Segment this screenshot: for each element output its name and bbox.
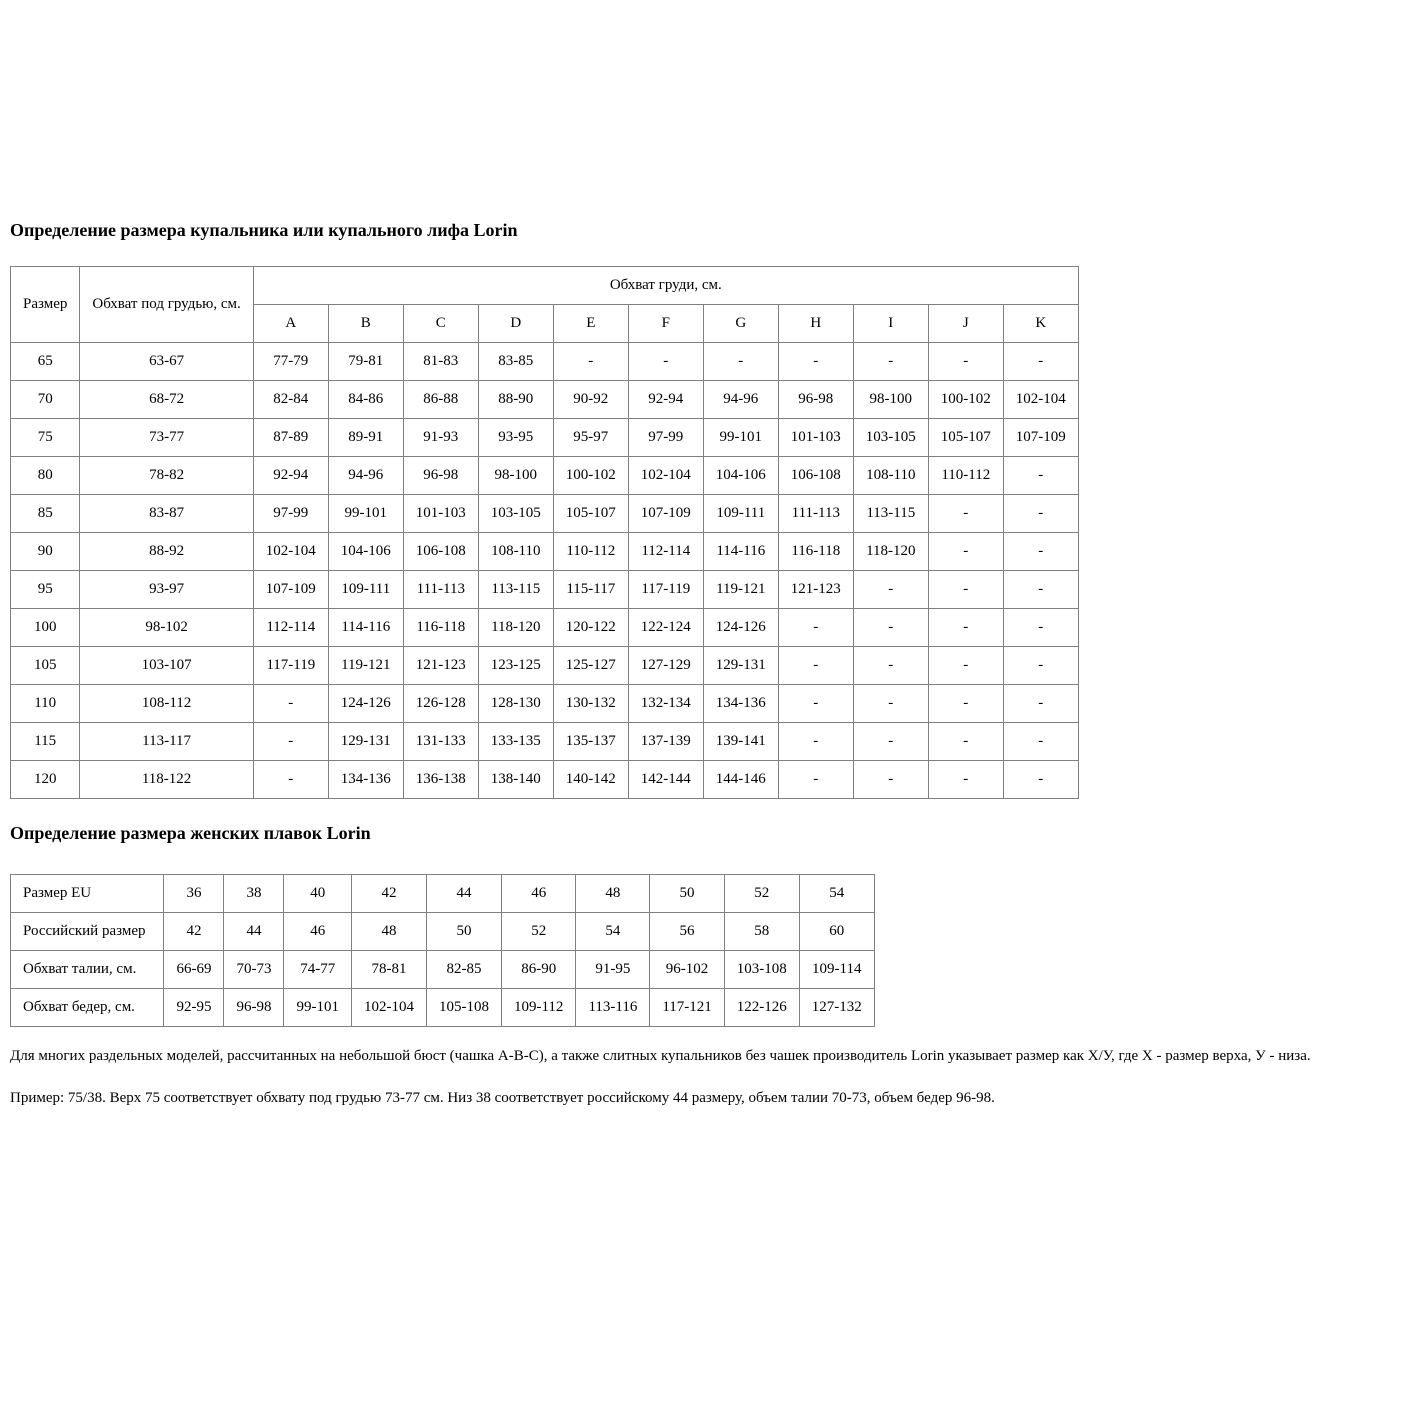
value-cell: 99-101 bbox=[284, 989, 352, 1027]
cup-column-header: I bbox=[853, 304, 928, 342]
bust-range-cell: 121-123 bbox=[778, 570, 853, 608]
bust-range-cell: 144-146 bbox=[703, 760, 778, 798]
bust-range-cell: 114-116 bbox=[328, 608, 403, 646]
value-cell: 42 bbox=[164, 913, 224, 951]
value-cell: 46 bbox=[284, 913, 352, 951]
value-cell: 86-90 bbox=[501, 951, 575, 989]
bust-range-cell: 117-119 bbox=[253, 646, 328, 684]
cup-column-header: C bbox=[403, 304, 478, 342]
table-row bbox=[11, 684, 1079, 722]
bust-range-cell: 84-86 bbox=[328, 380, 403, 418]
bust-range-cell: - bbox=[1003, 684, 1078, 722]
bust-range-cell: 104-106 bbox=[328, 532, 403, 570]
bust-range-cell: 120-122 bbox=[553, 608, 628, 646]
value-cell: 96-102 bbox=[650, 951, 724, 989]
value-cell: 52 bbox=[501, 913, 575, 951]
bust-range-cell: 126-128 bbox=[403, 684, 478, 722]
bust-range-cell: 109-111 bbox=[328, 570, 403, 608]
bust-range-cell: - bbox=[703, 342, 778, 380]
table-row bbox=[11, 380, 1079, 418]
underbust-cell: 118-122 bbox=[80, 760, 253, 798]
bust-range-cell: 133-135 bbox=[478, 722, 553, 760]
bust-range-cell: 116-118 bbox=[778, 532, 853, 570]
bust-group-header: Обхват груди, см. bbox=[253, 266, 1078, 304]
bust-range-cell: 94-96 bbox=[328, 456, 403, 494]
bust-range-cell: 107-109 bbox=[628, 494, 703, 532]
cup-column-header: G bbox=[703, 304, 778, 342]
bust-range-cell: - bbox=[853, 684, 928, 722]
bust-range-cell: 103-105 bbox=[853, 418, 928, 456]
value-cell: 92-95 bbox=[164, 989, 224, 1027]
bust-range-cell: 83-85 bbox=[478, 342, 553, 380]
underbust-cell: 93-97 bbox=[80, 570, 253, 608]
bust-range-cell: 118-120 bbox=[478, 608, 553, 646]
value-cell: 82-85 bbox=[426, 951, 501, 989]
bust-range-cell: 136-138 bbox=[403, 760, 478, 798]
bust-range-cell: 138-140 bbox=[478, 760, 553, 798]
bust-range-cell: - bbox=[1003, 646, 1078, 684]
bust-range-cell: 92-94 bbox=[628, 380, 703, 418]
value-cell: 56 bbox=[650, 913, 724, 951]
swim-top-size-title: Определение размера купальника или купального лифа Lorin bbox=[10, 220, 518, 240]
bust-range-cell: - bbox=[778, 342, 853, 380]
bust-range-cell: 112-114 bbox=[253, 608, 328, 646]
table-row bbox=[11, 951, 875, 989]
bust-range-cell: 96-98 bbox=[778, 380, 853, 418]
value-cell: 113-116 bbox=[576, 989, 650, 1027]
bust-range-cell: 131-133 bbox=[403, 722, 478, 760]
bust-range-cell: 122-124 bbox=[628, 608, 703, 646]
size-cell: 70 bbox=[11, 380, 80, 418]
size-cell: 65 bbox=[11, 342, 80, 380]
value-cell: 36 bbox=[164, 875, 224, 913]
size-cell: 110 bbox=[11, 684, 80, 722]
row-label-cell: Обхват бедер, см. bbox=[11, 989, 164, 1027]
value-cell: 54 bbox=[799, 875, 874, 913]
bust-range-cell: 102-104 bbox=[253, 532, 328, 570]
bust-range-cell: 93-95 bbox=[478, 418, 553, 456]
bust-range-cell: 91-93 bbox=[403, 418, 478, 456]
bust-range-cell: 135-137 bbox=[553, 722, 628, 760]
bust-range-cell: - bbox=[628, 342, 703, 380]
cup-column-header: E bbox=[553, 304, 628, 342]
bust-range-cell: - bbox=[1003, 456, 1078, 494]
bust-range-cell: 104-106 bbox=[703, 456, 778, 494]
swim-top-table-body bbox=[11, 342, 1079, 798]
bust-range-cell: 101-103 bbox=[778, 418, 853, 456]
bust-range-cell: - bbox=[1003, 722, 1078, 760]
bust-range-cell: - bbox=[1003, 494, 1078, 532]
bust-range-cell: 116-118 bbox=[403, 608, 478, 646]
bust-range-cell: 137-139 bbox=[628, 722, 703, 760]
size-cell: 80 bbox=[11, 456, 80, 494]
bust-range-cell: 142-144 bbox=[628, 760, 703, 798]
cup-column-header: B bbox=[328, 304, 403, 342]
underbust-cell: 78-82 bbox=[80, 456, 253, 494]
value-cell: 52 bbox=[724, 875, 799, 913]
bust-range-cell: 105-107 bbox=[928, 418, 1003, 456]
bust-range-cell: 101-103 bbox=[403, 494, 478, 532]
underbust-cell: 108-112 bbox=[80, 684, 253, 722]
value-cell: 50 bbox=[650, 875, 724, 913]
bust-range-cell: 79-81 bbox=[328, 342, 403, 380]
bust-range-cell: 121-123 bbox=[403, 646, 478, 684]
bust-range-cell: - bbox=[1003, 760, 1078, 798]
bust-range-cell: 98-100 bbox=[853, 380, 928, 418]
row-label-cell: Обхват талии, см. bbox=[11, 951, 164, 989]
bust-range-cell: 102-104 bbox=[628, 456, 703, 494]
value-cell: 122-126 bbox=[724, 989, 799, 1027]
table-row bbox=[11, 608, 1079, 646]
table-row bbox=[11, 456, 1079, 494]
table-row bbox=[11, 989, 875, 1027]
bust-range-cell: - bbox=[778, 760, 853, 798]
cup-column-header: H bbox=[778, 304, 853, 342]
bust-range-cell: - bbox=[853, 646, 928, 684]
value-cell: 66-69 bbox=[164, 951, 224, 989]
bottoms-table-body bbox=[11, 875, 875, 1027]
bust-range-cell: - bbox=[928, 722, 1003, 760]
cup-column-header: A bbox=[253, 304, 328, 342]
underbust-cell: 103-107 bbox=[80, 646, 253, 684]
underbust-cell: 68-72 bbox=[80, 380, 253, 418]
bust-range-cell: 129-131 bbox=[703, 646, 778, 684]
bust-range-cell: 96-98 bbox=[403, 456, 478, 494]
value-cell: 54 bbox=[576, 913, 650, 951]
bust-range-cell: 114-116 bbox=[703, 532, 778, 570]
bust-range-cell: - bbox=[1003, 342, 1078, 380]
bust-range-cell: 111-113 bbox=[403, 570, 478, 608]
bust-range-cell: - bbox=[928, 646, 1003, 684]
table-row bbox=[11, 532, 1079, 570]
bust-range-cell: 108-110 bbox=[853, 456, 928, 494]
bust-range-cell: - bbox=[1003, 570, 1078, 608]
size-cell: 100 bbox=[11, 608, 80, 646]
bust-range-cell: 117-119 bbox=[628, 570, 703, 608]
value-cell: 96-98 bbox=[224, 989, 284, 1027]
bust-range-cell: 107-109 bbox=[1003, 418, 1078, 456]
bust-range-cell: - bbox=[928, 342, 1003, 380]
cup-column-header: J bbox=[928, 304, 1003, 342]
bust-range-cell: 81-83 bbox=[403, 342, 478, 380]
bust-range-cell: - bbox=[928, 684, 1003, 722]
cup-column-header: D bbox=[478, 304, 553, 342]
bust-range-cell: 103-105 bbox=[478, 494, 553, 532]
value-cell: 127-132 bbox=[799, 989, 874, 1027]
underbust-cell: 63-67 bbox=[80, 342, 253, 380]
bust-range-cell: 119-121 bbox=[703, 570, 778, 608]
bust-range-cell: 139-141 bbox=[703, 722, 778, 760]
bust-range-cell: - bbox=[1003, 608, 1078, 646]
size-cell: 120 bbox=[11, 760, 80, 798]
value-cell: 74-77 bbox=[284, 951, 352, 989]
bust-range-cell: - bbox=[928, 532, 1003, 570]
bust-range-cell: 87-89 bbox=[253, 418, 328, 456]
value-cell: 103-108 bbox=[724, 951, 799, 989]
bust-range-cell: 92-94 bbox=[253, 456, 328, 494]
bust-range-cell: 127-129 bbox=[628, 646, 703, 684]
table-row bbox=[11, 494, 1079, 532]
table-row bbox=[11, 760, 1079, 798]
bust-range-cell: 115-117 bbox=[553, 570, 628, 608]
bust-range-cell: 110-112 bbox=[928, 456, 1003, 494]
bust-range-cell: 123-125 bbox=[478, 646, 553, 684]
bust-range-cell: 108-110 bbox=[478, 532, 553, 570]
value-cell: 102-104 bbox=[351, 989, 426, 1027]
value-cell: 109-114 bbox=[799, 951, 874, 989]
bust-range-cell: 134-136 bbox=[703, 684, 778, 722]
bust-range-cell: - bbox=[928, 608, 1003, 646]
bust-range-cell: 125-127 bbox=[553, 646, 628, 684]
bottoms-size-table bbox=[10, 874, 875, 1027]
underbust-cell: 73-77 bbox=[80, 418, 253, 456]
value-cell: 40 bbox=[284, 875, 352, 913]
bust-range-cell: 124-126 bbox=[703, 608, 778, 646]
bust-range-cell: - bbox=[778, 608, 853, 646]
cup-column-header: F bbox=[628, 304, 703, 342]
bust-range-cell: 100-102 bbox=[928, 380, 1003, 418]
bust-range-cell: - bbox=[853, 342, 928, 380]
bust-range-cell: 100-102 bbox=[553, 456, 628, 494]
table-row bbox=[11, 722, 1079, 760]
table-row bbox=[11, 418, 1079, 456]
bust-range-cell: 129-131 bbox=[328, 722, 403, 760]
bust-range-cell: 112-114 bbox=[628, 532, 703, 570]
bust-range-cell: 97-99 bbox=[628, 418, 703, 456]
value-cell: 48 bbox=[351, 913, 426, 951]
bust-range-cell: 90-92 bbox=[553, 380, 628, 418]
size-cell: 105 bbox=[11, 646, 80, 684]
size-column-header: Размер bbox=[11, 266, 80, 342]
value-cell: 60 bbox=[799, 913, 874, 951]
row-label-cell: Российский размер bbox=[11, 913, 164, 951]
bust-range-cell: - bbox=[778, 684, 853, 722]
underbust-cell: 83-87 bbox=[80, 494, 253, 532]
underbust-cell: 88-92 bbox=[80, 532, 253, 570]
value-cell: 46 bbox=[501, 875, 575, 913]
value-cell: 109-112 bbox=[501, 989, 575, 1027]
bust-range-cell: - bbox=[1003, 532, 1078, 570]
bust-range-cell: 106-108 bbox=[778, 456, 853, 494]
value-cell: 117-121 bbox=[650, 989, 724, 1027]
underbust-column-header: Обхват под грудью, см. bbox=[80, 266, 253, 342]
bust-range-cell: 86-88 bbox=[403, 380, 478, 418]
bust-range-cell: 107-109 bbox=[253, 570, 328, 608]
cup-column-header: K bbox=[1003, 304, 1078, 342]
value-cell: 38 bbox=[224, 875, 284, 913]
table-row bbox=[11, 646, 1079, 684]
value-cell: 50 bbox=[426, 913, 501, 951]
value-cell: 42 bbox=[351, 875, 426, 913]
bust-range-cell: 88-90 bbox=[478, 380, 553, 418]
swim-top-table-head bbox=[11, 266, 1079, 342]
bust-range-cell: - bbox=[853, 570, 928, 608]
sizing-note: Для многих раздельных моделей, рассчитанных на небольшой бюст (чашка A-B-C), а также слитных купальников без чашек производитель Lorin указывает размер как Х/У, где Х - размер верха, У - низа. bbox=[10, 1048, 1311, 1065]
value-cell: 48 bbox=[576, 875, 650, 913]
size-cell: 85 bbox=[11, 494, 80, 532]
bust-range-cell: 99-101 bbox=[703, 418, 778, 456]
bust-range-cell: - bbox=[553, 342, 628, 380]
bust-range-cell: - bbox=[253, 760, 328, 798]
bottoms-size-title: Определение размера женских плавок Lorin bbox=[10, 822, 371, 843]
bust-range-cell: 140-142 bbox=[553, 760, 628, 798]
bust-range-cell: 113-115 bbox=[853, 494, 928, 532]
bust-range-cell: - bbox=[853, 722, 928, 760]
value-cell: 44 bbox=[224, 913, 284, 951]
bust-range-cell: 102-104 bbox=[1003, 380, 1078, 418]
bust-range-cell: - bbox=[253, 684, 328, 722]
bust-range-cell: 128-130 bbox=[478, 684, 553, 722]
bust-range-cell: 130-132 bbox=[553, 684, 628, 722]
bust-range-cell: 82-84 bbox=[253, 380, 328, 418]
value-cell: 70-73 bbox=[224, 951, 284, 989]
bust-range-cell: 77-79 bbox=[253, 342, 328, 380]
bust-range-cell: - bbox=[853, 760, 928, 798]
underbust-cell: 98-102 bbox=[80, 608, 253, 646]
size-cell: 75 bbox=[11, 418, 80, 456]
bust-range-cell: 89-91 bbox=[328, 418, 403, 456]
value-cell: 58 bbox=[724, 913, 799, 951]
bust-range-cell: 97-99 bbox=[253, 494, 328, 532]
underbust-cell: 113-117 bbox=[80, 722, 253, 760]
table-row bbox=[11, 913, 875, 951]
bust-range-cell: 132-134 bbox=[628, 684, 703, 722]
bust-range-cell: 95-97 bbox=[553, 418, 628, 456]
bust-range-cell: - bbox=[778, 646, 853, 684]
row-label-cell: Размер EU bbox=[11, 875, 164, 913]
bust-range-cell: - bbox=[778, 722, 853, 760]
swim-top-size-table bbox=[10, 266, 1079, 799]
bust-range-cell: 99-101 bbox=[328, 494, 403, 532]
bust-range-cell: 110-112 bbox=[553, 532, 628, 570]
bust-range-cell: - bbox=[928, 570, 1003, 608]
bust-range-cell: - bbox=[928, 760, 1003, 798]
header-row-main bbox=[11, 266, 1079, 304]
bust-range-cell: 118-120 bbox=[853, 532, 928, 570]
bust-range-cell: 124-126 bbox=[328, 684, 403, 722]
value-cell: 105-108 bbox=[426, 989, 501, 1027]
size-cell: 115 bbox=[11, 722, 80, 760]
bust-range-cell: 111-113 bbox=[778, 494, 853, 532]
bust-range-cell: 98-100 bbox=[478, 456, 553, 494]
bust-range-cell: - bbox=[253, 722, 328, 760]
bust-range-cell: 106-108 bbox=[403, 532, 478, 570]
table-row bbox=[11, 875, 875, 913]
size-cell: 95 bbox=[11, 570, 80, 608]
bust-range-cell: - bbox=[853, 608, 928, 646]
bust-range-cell: 105-107 bbox=[553, 494, 628, 532]
bust-range-cell: - bbox=[928, 494, 1003, 532]
value-cell: 44 bbox=[426, 875, 501, 913]
value-cell: 91-95 bbox=[576, 951, 650, 989]
table-row bbox=[11, 570, 1079, 608]
size-cell: 90 bbox=[11, 532, 80, 570]
bust-range-cell: 119-121 bbox=[328, 646, 403, 684]
sizing-example-note: Пример: 75/38. Верх 75 соответствует обхвату под грудью 73-77 см. Низ 38 соответствует российскому 44 размеру, объем талии 70-73, объем бедер 96-98. bbox=[10, 1089, 995, 1106]
value-cell: 78-81 bbox=[351, 951, 426, 989]
bust-range-cell: 113-115 bbox=[478, 570, 553, 608]
bust-range-cell: 94-96 bbox=[703, 380, 778, 418]
table-row bbox=[11, 342, 1079, 380]
bust-range-cell: 109-111 bbox=[703, 494, 778, 532]
bust-range-cell: 134-136 bbox=[328, 760, 403, 798]
